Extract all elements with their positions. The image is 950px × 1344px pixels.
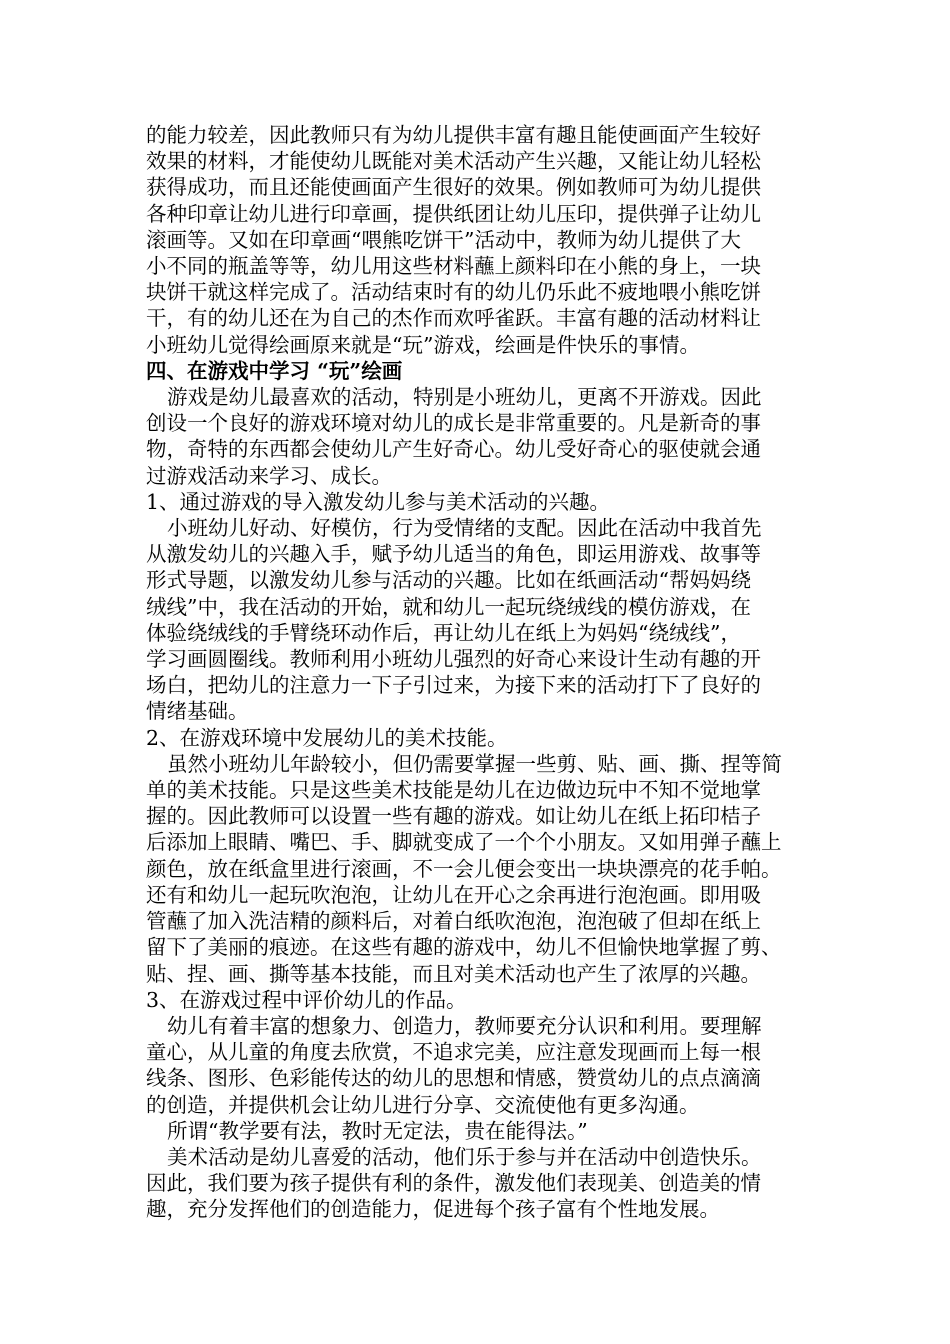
text-line: 管蘸了加入洗洁精的颜料后，对着白纸吹泡泡，泡泡破了但却在纸上 (146, 909, 761, 934)
text-line: 滚画等。又如在印章画“喂熊吃饼干”活动中，教师为幼儿提供了大 (146, 227, 741, 252)
section-heading: 四、在游戏中学习 “玩”绘画 (146, 358, 403, 383)
text-line: 美术活动是幼儿喜爱的活动，他们乐于参与并在活动中创造快乐。 (167, 1144, 762, 1169)
text-line: 的创造，并提供机会让幼儿进行分享、交流使他有更多沟通。 (146, 1092, 700, 1117)
text-line: 形式导题，以激发幼儿参与活动的兴趣。比如在纸画活动“帮妈妈绕 (146, 568, 751, 593)
text-line: 线条、图形、色彩能传达的幼儿的思想和情感，赞赏幼儿的点点滴滴 (146, 1066, 761, 1091)
text-line: 因此，我们要为孩子提供有利的条件，激发他们表现美、创造美的情 (146, 1171, 761, 1196)
text-line: 情绪基础。 (146, 699, 249, 724)
text-line: 块饼干就这样完成了。活动结束时有的幼儿仍乐此不疲地喂小熊吃饼 (146, 280, 761, 305)
text-line: 所谓“教学要有法，教时无定法，贵在能得法。” (167, 1118, 588, 1143)
text-line: 还有和幼儿一起玩吹泡泡，让幼儿在开心之余再进行泡泡画。即用吸 (146, 882, 761, 907)
text-line: 贴、捏、画、撕等基本技能，而且对美术活动也产生了浓厚的兴趣。 (146, 961, 761, 986)
document-body (146, 122, 836, 1223)
text-line: 绒线”中，我在活动的开始，就和幼儿一起玩绕绒线的模仿游戏，在 (146, 594, 751, 619)
text-line: 体验绕绒线的手臂绕环动作后，再让幼儿在纸上为妈妈“绕绒线”， (146, 620, 741, 645)
text-line: 获得成功，而且还能使画面产生很好的效果。例如教师可为幼儿提供 (146, 175, 761, 200)
text-line: 小班幼儿好动、好模仿，行为受情绪的支配。因此在活动中我首先 (167, 516, 762, 541)
text-line: 颜色，放在纸盒里进行滚画，不一会儿便会变出一块块漂亮的花手帕。 (146, 856, 782, 881)
text-line: 各种印章让幼儿进行印章画，提供纸团让幼儿压印，提供弹子让幼儿 (146, 201, 761, 226)
text-line: 学习画圆圈线。教师利用小班幼儿强烈的好奇心来设计生动有趣的开 (146, 647, 761, 672)
text-line: 过游戏活动来学习、成长。 (146, 463, 392, 488)
text-line: 效果的材料，才能使幼儿既能对美术活动产生兴趣，又能让幼儿轻松 (146, 149, 761, 174)
text-line: 干，有的幼儿还在为自己的杰作而欢呼雀跃。丰富有趣的活动材料让 (146, 306, 761, 331)
text-line: 小班幼儿觉得绘画原来就是“玩”游戏，绘画是件快乐的事情。 (146, 332, 700, 357)
text-line: 物，奇特的东西都会使幼儿产生好奇心。幼儿受好奇心的驱使就会通 (146, 437, 761, 462)
text-line: 小不同的瓶盖等等，幼儿用这些材料蘸上颜料印在小熊的身上，一块 (146, 254, 761, 279)
text-line: 趣，充分发挥他们的创造能力，促进每个孩子富有个性地发展。 (146, 1197, 720, 1222)
text-line: 留下了美丽的痕迹。在这些有趣的游戏中，幼儿不但愉快地掌握了剪、 (146, 935, 782, 960)
text-line: 游戏是幼儿最喜欢的活动，特别是小班幼儿，更离不开游戏。因此 (167, 385, 762, 410)
text-line: 单的美术技能。只是这些美术技能是幼儿在边做边玩中不知不觉地掌 (146, 778, 761, 803)
text-line: 3、在游戏过程中评价幼儿的作品。 (146, 987, 467, 1012)
text-line: 握的。因此教师可以设置一些有趣的游戏。如让幼儿在纸上拓印桔子 (146, 804, 761, 829)
text-line: 创设一个良好的游戏环境对幼儿的成长是非常重要的。凡是新奇的事 (146, 411, 761, 436)
text-line: 2、在游戏环境中发展幼儿的美术技能。 (146, 725, 508, 750)
text-line: 虽然小班幼儿年龄较小，但仍需要掌握一些剪、贴、画、撕、捏等简 (167, 751, 782, 776)
text-line: 后添加上眼睛、嘴巴、手、脚就变成了一个个小朋友。又如用弹子蘸上 (146, 830, 782, 855)
text-line: 幼儿有着丰富的想象力、创造力，教师要充分认识和利用。要理解 (167, 1013, 762, 1038)
text-line: 童心，从儿童的角度去欣赏，不追求完美，应注意发现画而上每一根 (146, 1040, 761, 1065)
text-line: 的能力较差，因此教师只有为幼儿提供丰富有趣且能使画面产生较好 (146, 123, 761, 147)
text-line: 1、通过游戏的导入激发幼儿参与美术活动的兴趣。 (146, 489, 611, 514)
text-line: 场白，把幼儿的注意力一下子引过来，为接下来的活动打下了良好的 (146, 673, 761, 698)
text-line: 从激发幼儿的兴趣入手，赋予幼儿适当的角色，即运用游戏、故事等 (146, 542, 761, 567)
